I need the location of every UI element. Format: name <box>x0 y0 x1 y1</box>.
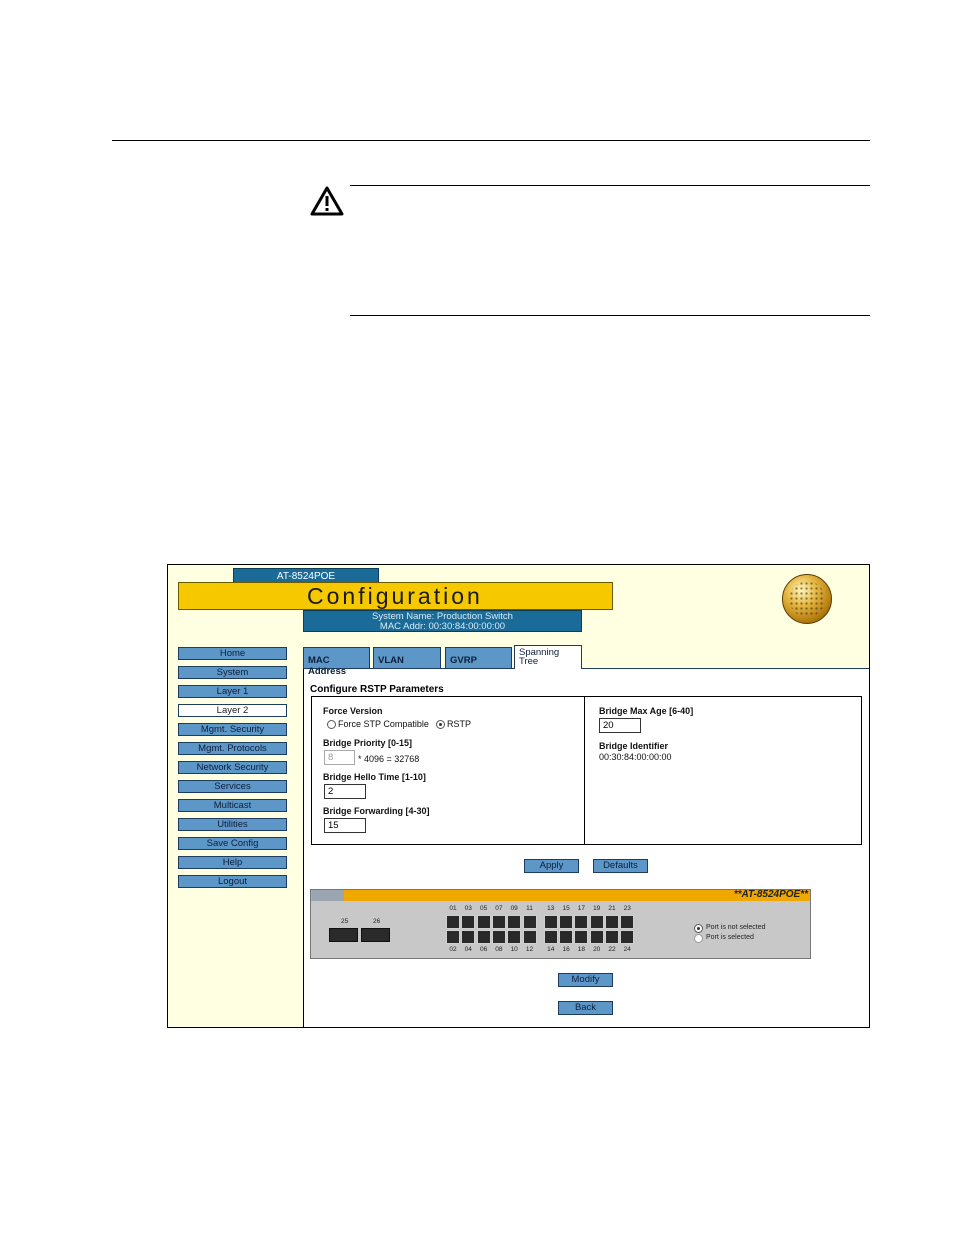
warning-icon <box>310 186 344 216</box>
rstp-option-label: RSTP <box>447 719 472 729</box>
port-label-01: 01 <box>449 905 457 912</box>
page-top-rule <box>112 140 870 141</box>
port-06[interactable] <box>477 930 491 944</box>
port-label-08: 08 <box>495 946 503 953</box>
forwarding-label: Bridge Forwarding [4-30] <box>323 806 430 816</box>
sidebar-item-mgmt-protocols[interactable]: Mgmt. Protocols <box>178 742 287 755</box>
forwarding-field[interactable]: 15 <box>324 818 366 833</box>
sidebar-item-home[interactable]: Home <box>178 647 287 660</box>
port-label-23: 23 <box>623 905 631 912</box>
modify-button[interactable]: Modify <box>558 973 613 987</box>
port-label-20: 20 <box>593 946 601 953</box>
caution-rule-top <box>350 185 870 186</box>
sidebar-item-utilities[interactable]: Utilities <box>178 818 287 831</box>
port-label-13: 13 <box>547 905 555 912</box>
model-tab: AT-8524POE <box>233 568 379 583</box>
legend-not-selected-label: Port is not selected <box>706 924 766 931</box>
port-13[interactable] <box>544 915 558 929</box>
uplink-port-25[interactable] <box>329 928 358 942</box>
sidebar-item-network-security[interactable]: Network Security <box>178 761 287 774</box>
force-version-label: Force Version <box>323 706 383 716</box>
section-title: Configure RSTP Parameters <box>310 684 444 695</box>
port-12[interactable] <box>523 930 537 944</box>
tab-gvrp[interactable]: GVRP <box>445 647 512 669</box>
defaults-button[interactable]: Defaults <box>593 859 648 873</box>
bridge-priority-field[interactable]: 8 <box>324 750 355 765</box>
port-21[interactable] <box>605 915 619 929</box>
port-label-26: 26 <box>373 918 381 925</box>
back-button[interactable]: Back <box>558 1001 613 1015</box>
port-label-02: 02 <box>449 946 457 953</box>
port-23[interactable] <box>620 915 634 929</box>
port-14[interactable] <box>544 930 558 944</box>
uplink-port-26[interactable] <box>361 928 390 942</box>
switch-model-label: **AT-8524POE** <box>733 889 808 900</box>
sidebar-item-save-config[interactable]: Save Config <box>178 837 287 850</box>
port-label-24: 24 <box>623 946 631 953</box>
caution-rule-bottom <box>350 315 870 316</box>
bridge-identifier-label: Bridge Identifier <box>599 741 669 751</box>
sidebar-item-help[interactable]: Help <box>178 856 287 869</box>
apply-button[interactable]: Apply <box>524 859 579 873</box>
port-label-25: 25 <box>341 918 349 925</box>
legend-selected-label: Port is selected <box>706 934 754 941</box>
system-name: System Name: Production Switch <box>372 611 513 622</box>
sidebar-item-logout[interactable]: Logout <box>178 875 287 888</box>
sidebar-item-multicast[interactable]: Multicast <box>178 799 287 812</box>
tab-vlan[interactable]: VLAN <box>373 647 441 669</box>
max-age-label: Bridge Max Age [6-40] <box>599 706 694 716</box>
vendor-logo-icon <box>312 890 344 901</box>
port-09[interactable] <box>507 915 521 929</box>
mac-address: MAC Addr: 00:30:84:00:00:00 <box>379 621 506 632</box>
port-20[interactable] <box>590 930 604 944</box>
port-label-15: 15 <box>562 905 570 912</box>
port-07[interactable] <box>492 915 506 929</box>
port-label-07: 07 <box>495 905 503 912</box>
tab-spanning-tree-line1: Spanning <box>519 647 560 658</box>
port-label-11: 11 <box>526 905 533 912</box>
sidebar-item-mgmt-security[interactable]: Mgmt. Security <box>178 723 287 736</box>
port-24[interactable] <box>620 930 634 944</box>
hello-time-label: Bridge Hello Time [1-10] <box>323 772 426 782</box>
system-info-bar <box>303 610 582 632</box>
sidebar-item-services[interactable]: Services <box>178 780 287 793</box>
port-11[interactable] <box>523 915 537 929</box>
port-label-16: 16 <box>562 946 570 953</box>
port-label-04: 04 <box>464 946 472 953</box>
port-19[interactable] <box>590 915 604 929</box>
legend-not-selected-radio <box>694 924 703 933</box>
max-age-field[interactable]: 20 <box>599 718 641 733</box>
port-17[interactable] <box>574 915 588 929</box>
hello-time-field[interactable]: 2 <box>324 784 366 799</box>
port-15[interactable] <box>559 915 573 929</box>
tab-spanning-tree-line2: Tree <box>519 656 539 667</box>
port-22[interactable] <box>605 930 619 944</box>
switch-faceplate <box>310 889 811 959</box>
port-01[interactable] <box>446 915 460 929</box>
port-08[interactable] <box>492 930 506 944</box>
rstp-radio[interactable] <box>436 720 445 729</box>
port-02[interactable] <box>446 930 460 944</box>
globe-logo-icon <box>782 574 832 624</box>
port-label-06: 06 <box>479 946 488 953</box>
port-label-03: 03 <box>464 905 472 912</box>
force-stp-radio[interactable] <box>327 720 336 729</box>
port-label-21: 21 <box>608 905 616 912</box>
force-stp-option-label: Force STP Compatible <box>338 719 429 729</box>
port-label-14: 14 <box>547 946 555 953</box>
parameter-divider <box>584 696 585 845</box>
port-label-18: 18 <box>577 946 585 953</box>
bridge-identifier-value: 00:30:84:00:00:00 <box>599 752 672 762</box>
sidebar-item-layer1[interactable]: Layer 1 <box>178 685 287 698</box>
sidebar-item-system[interactable]: System <box>178 666 287 679</box>
port-04[interactable] <box>461 930 475 944</box>
port-03[interactable] <box>461 915 475 929</box>
port-16[interactable] <box>559 930 573 944</box>
tab-spanning-tree[interactable] <box>514 645 582 669</box>
configuration-banner: Configuration <box>178 582 613 610</box>
configuration-screenshot <box>167 564 870 1028</box>
bridge-priority-formula: * 4096 = 32768 <box>358 754 420 764</box>
port-05[interactable] <box>477 915 491 929</box>
port-label-05: 05 <box>479 905 488 912</box>
port-18[interactable] <box>574 930 588 944</box>
legend-selected-radio <box>694 934 703 943</box>
port-label-22: 22 <box>608 946 616 953</box>
port-label-10: 10 <box>510 946 518 953</box>
port-label-19: 19 <box>593 905 601 912</box>
port-label-17: 17 <box>577 905 585 912</box>
port-label-09: 09 <box>510 905 518 912</box>
tab-mac-address[interactable]: MAC Address <box>303 647 370 669</box>
sidebar-item-layer2[interactable]: Layer 2 <box>178 704 287 717</box>
port-label-12: 12 <box>525 946 534 953</box>
port-10[interactable] <box>507 930 521 944</box>
bridge-priority-label: Bridge Priority [0-15] <box>323 738 413 748</box>
